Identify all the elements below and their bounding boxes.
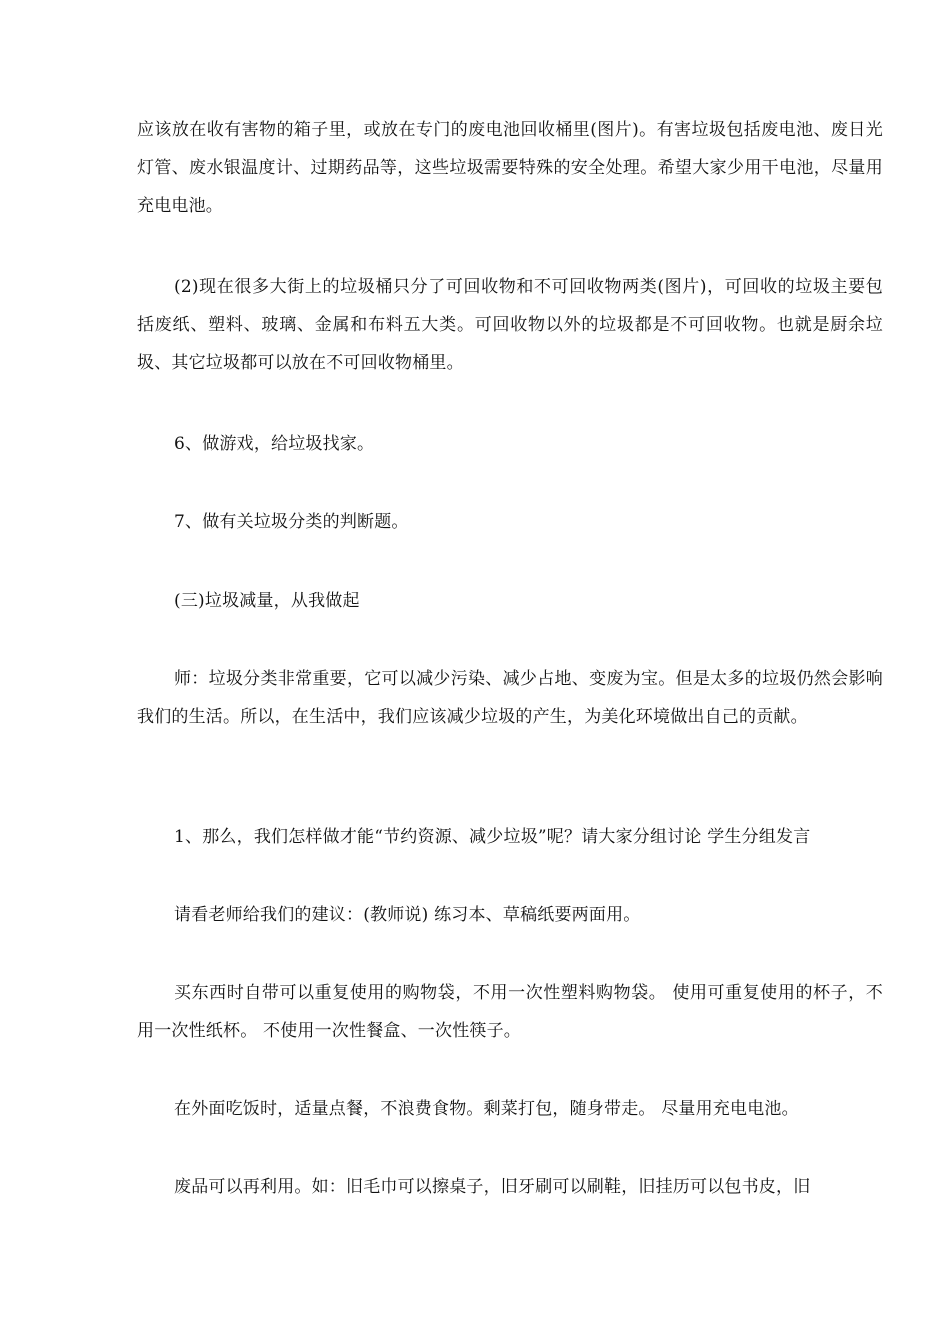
paragraph-recyclable-bins: (2)现在很多大街上的垃圾桶只分了可回收物和不可回收物两类(图片)，可回收的垃圾主要包括废纸、塑料、玻璃、金属和布料五大类。可回收物以外的垃圾都是不可回收物。也就是厨余垃圾、其它垃圾都可以放在不可回收物桶里。	[137, 277, 883, 373]
paragraph-shopping-bags: 买东西时自带可以重复使用的购物袋，不用一次性塑料购物袋。 使用可重复使用的杯子，不用一次性纸杯。 不使用一次性餐盒、一次性筷子。	[137, 983, 883, 1041]
paragraph-teacher-remarks: 师：垃圾分类非常重要，它可以减少污染、减少占地、变废为宝。但是太多的垃圾仍然会影响我们的生活。所以，在生活中，我们应该减少垃圾的产生，为美化环境做出自己的贡献。	[137, 669, 883, 727]
paragraph-hazardous-waste: 应该放在收有害物的箱子里，或放在专门的废电池回收桶里(图片)。有害垃圾包括废电池、废日光灯管、废水银温度计、过期药品等，这些垃圾需要特殊的安全处理。希望大家少用干电池，尽量用充电电池。	[137, 120, 883, 216]
paragraph-discussion: 1、那么，我们怎样做才能“节约资源、减少垃圾”呢？请大家分组讨论 学生分组发言	[174, 827, 811, 847]
paragraph-quiz: 7、做有关垃圾分类的判断题。	[174, 512, 409, 532]
paragraph-reuse-items: 废品可以再利用。如：旧毛巾可以擦桌子，旧牙刷可以刷鞋，旧挂历可以包书皮，旧	[174, 1177, 811, 1197]
paragraph-teacher-advice: 请看老师给我们的建议：(教师说) 练习本、草稿纸要两面用。	[174, 905, 641, 925]
paragraph-game: 6、做游戏，给垃圾找家。	[174, 434, 375, 454]
paragraph-dining-out: 在外面吃饭时，适量点餐，不浪费食物。剩菜打包，随身带走。 尽量用充电电池。	[174, 1099, 799, 1119]
section-heading-reduce-waste: (三)垃圾减量，从我做起	[174, 591, 360, 611]
